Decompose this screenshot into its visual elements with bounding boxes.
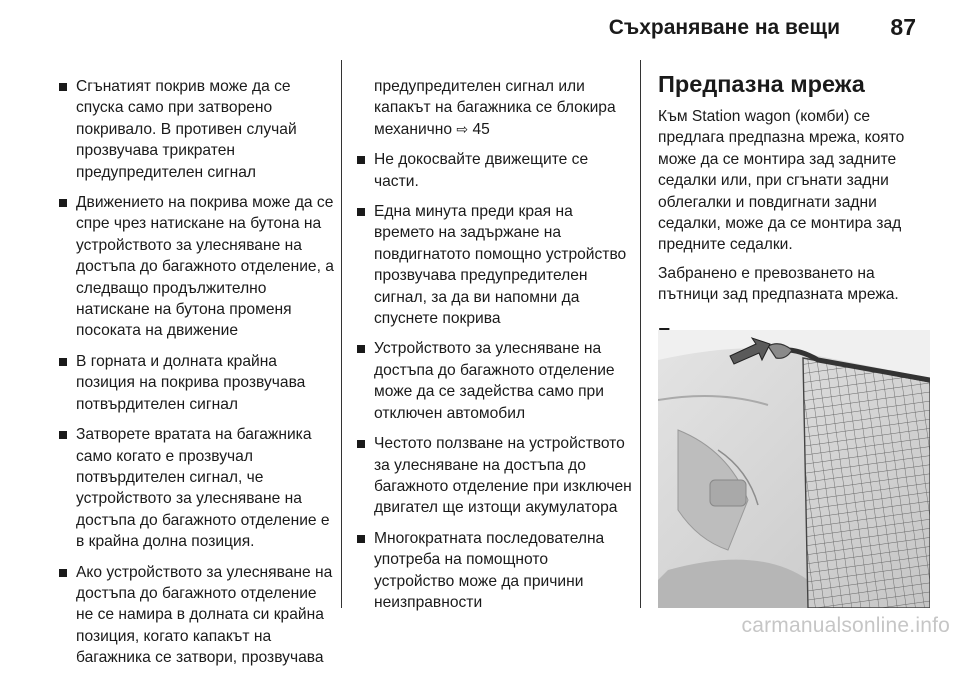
- section-title: Предпазна мрежа: [658, 71, 865, 97]
- list-item: В горната и долната крайна позиция на покрива прозвучава потвърдителен сигнал: [58, 351, 334, 415]
- column-left: [58, 76, 334, 678]
- header-title: Съхраняване на вещи: [608, 16, 840, 39]
- column-right: [658, 71, 930, 345]
- list-item: Устройството за улесняване на достъпа до багажното отделение може да се задейства само при отключен автомобил: [356, 338, 632, 424]
- bullet-list: [58, 76, 334, 669]
- list-item-continuation: [374, 76, 632, 140]
- page-reference-link[interactable]: 45: [472, 120, 490, 138]
- column-divider: [341, 60, 342, 608]
- safety-net-drawing: [658, 330, 930, 608]
- bullet-list: [356, 149, 632, 613]
- list-item: Честото ползване на устройството за улесняване на достъпа до багажното отделение при изключен двигател ще изтощи акумулатора: [356, 433, 632, 519]
- page-number: 87: [890, 14, 916, 40]
- list-item: Сгънатият покрив може да се спуска само при затворено покривало. В противен случай прозвучава трикратен предупредителен сигнал: [58, 76, 334, 183]
- continuation-text: предупредителен сигнал или капакът на багажника се блокира механично: [374, 78, 616, 138]
- column-middle: [356, 76, 632, 622]
- column-divider: [640, 60, 641, 608]
- list-item: Не докосвайте движещите се части.: [356, 149, 632, 192]
- list-item: Затворете вратата на багажника само когато е прозвучал потвърдителен сигнал, че устройството за улесняване на достъпа до багажното отделение е в крайна долна позиция.: [58, 424, 334, 552]
- list-item: Една минута преди края на времето на задържане на повдигнатото помощно устройство прозвучава предупредителен сигнал, за да ви напомни да спуснете покрива: [356, 201, 632, 329]
- page-header: [0, 0, 960, 58]
- arrow-right-icon: ⇨: [456, 120, 469, 137]
- list-item: Движението на покрива може да се спре чрез натискане на бутона на устройството за улесняване на достъпа до багажното отделение, а следващо продължително натискане на бутона променя посоката на движение: [58, 192, 334, 342]
- paragraph: Забранено е превозването на пътници зад предпазната мрежа.: [658, 264, 899, 304]
- safety-net-illustration: [658, 330, 930, 608]
- watermark: carmanualsonline.info: [741, 614, 950, 637]
- paragraph: Към Station wagon (комби) се предлага предпазна мрежа, която може да се монтира зад задните седалки или, при сгънати задни облегалки и повдигнати задни седалки, може да се монтира зад предните седалки.: [658, 108, 905, 254]
- list-item: Ако устройството за улесняване на достъпа до багажното отделение не се намира в долната си крайна позиция, когато капакът на багажника се затвори, прозвучава: [58, 562, 334, 669]
- list-item: Многократната последователна употреба на помощното устройство може да причини неизправности: [356, 528, 632, 614]
